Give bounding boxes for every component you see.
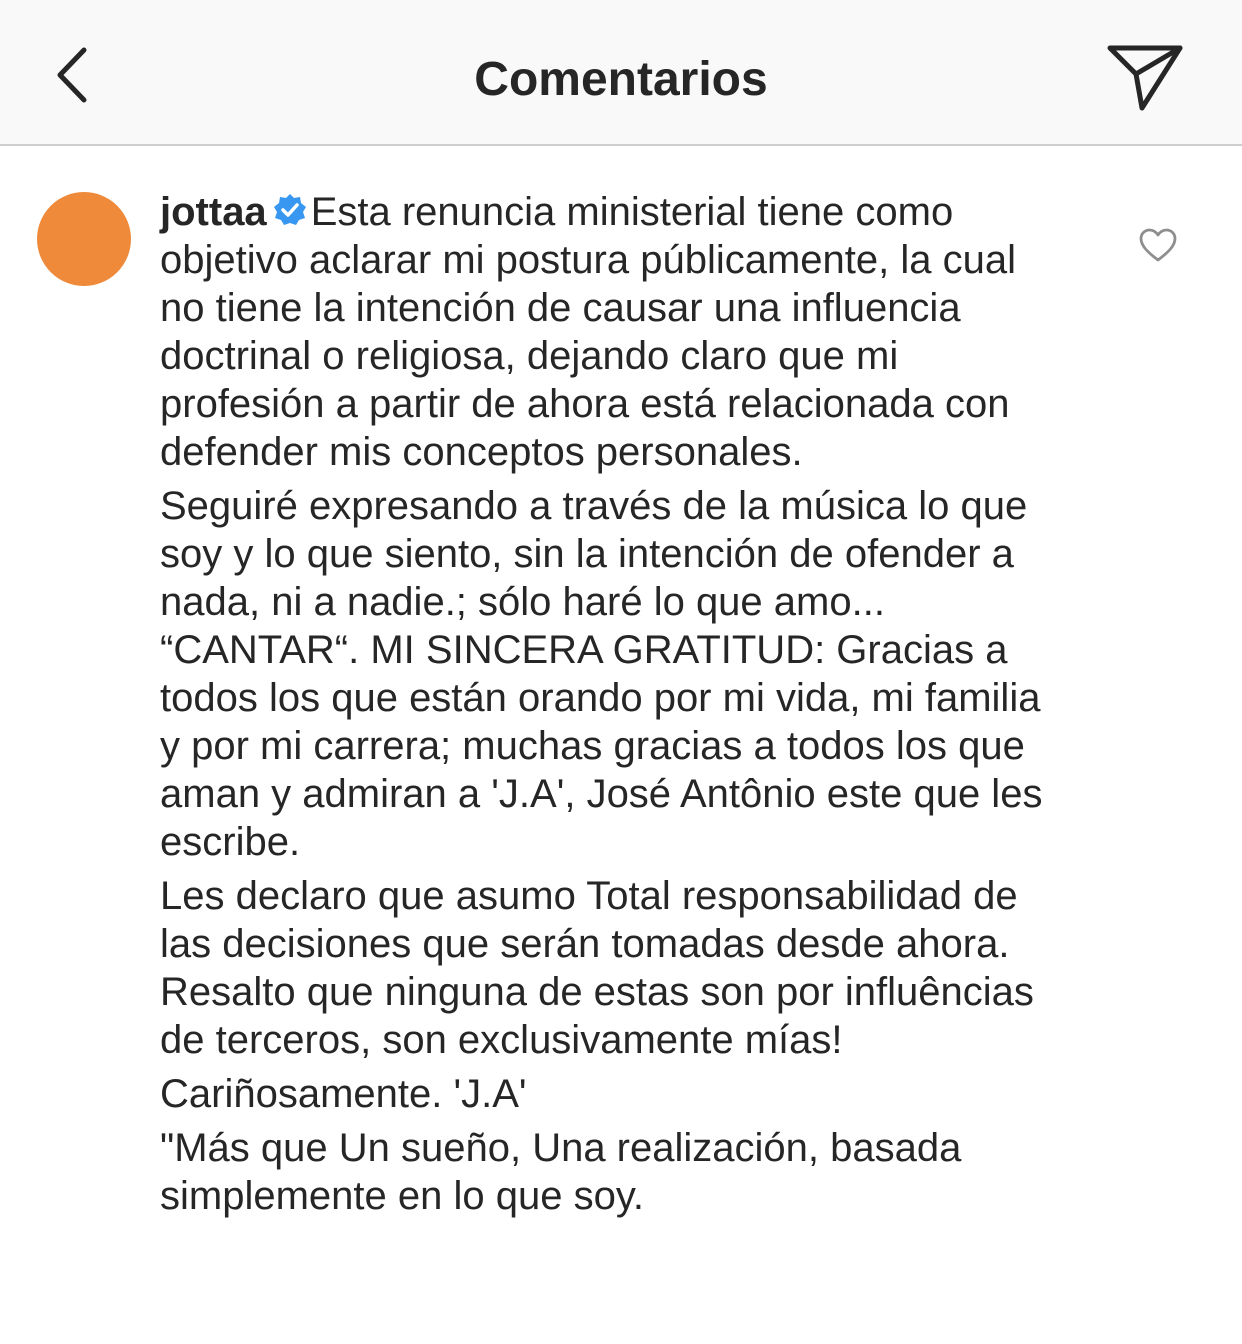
header-bar — [0, 0, 1242, 146]
comment-paragraph-4: Cariñosamente. 'J.A' — [160, 1072, 527, 1116]
heart-icon[interactable] — [1138, 226, 1178, 266]
avatar[interactable] — [37, 192, 131, 286]
username[interactable]: jottaa — [160, 190, 267, 234]
verified-badge-icon — [273, 193, 307, 227]
paper-plane-icon[interactable] — [1104, 40, 1188, 116]
comment-text-1: Esta renuncia ministerial tiene como objetivo aclarar mi postura públicamente, la cual no tiene la intención de causar una influencia doctrinal o religiosa, dejando claro que mi profesión a partir de ahora está relacionada con defender mis conceptos personales. — [160, 190, 1016, 474]
comment-body — [160, 188, 1060, 1226]
comment-paragraph-1 — [160, 188, 1060, 476]
comment-paragraph-3: Les declaro que asumo Total responsabilidad de las decisiones que serán tomadas desde ahora. Resalto que ninguna de estas son por influências de terceros, son exclusivamente mías! — [160, 874, 1034, 1062]
page-title: Comentarios — [474, 53, 768, 106]
comment-paragraph-5: "Más que Un sueño, Una realización, basada simplemente en lo que soy. — [160, 1126, 962, 1218]
comment-paragraph-2: Seguiré expresando a través de la música lo que soy y lo que siento, sin la intención de ofender a nada, ni a nadie.; sólo haré lo que amo... “CANTAR“. MI SINCERA GRATITUD: Gracias a todos los que están orando por mi vida, mi familia y por mi carrera; muchas gracias a todos los que aman y admiran a 'J.A', José Antônio este que les escribe. — [160, 484, 1043, 864]
